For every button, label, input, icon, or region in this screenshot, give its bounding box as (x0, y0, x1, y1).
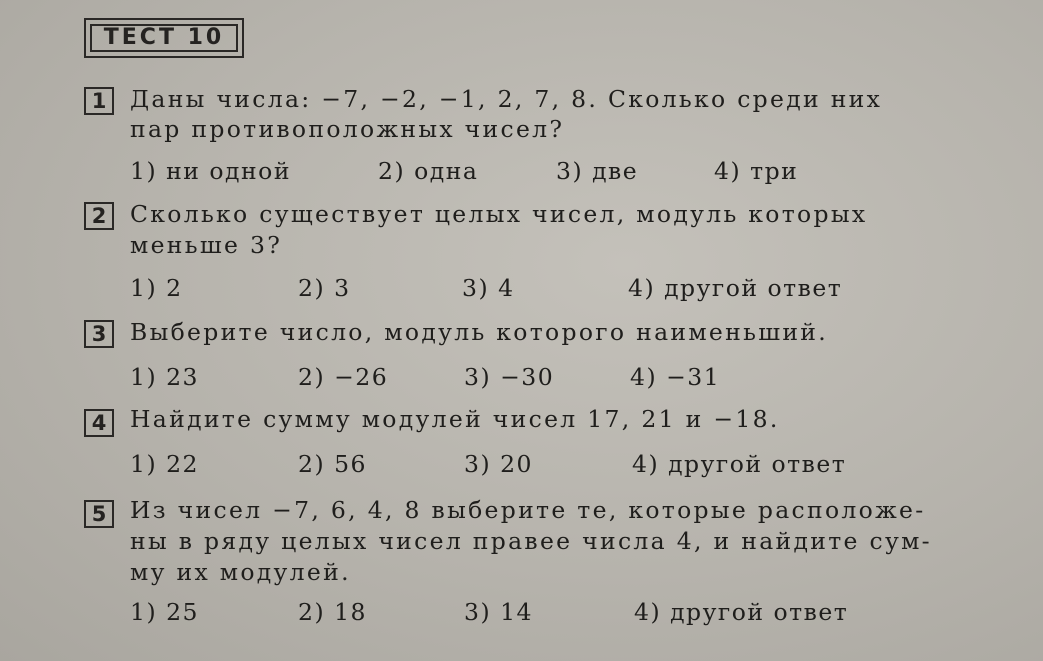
question-2-text-line-1: Сколько существует целых чисел, модуль которых (130, 200, 868, 228)
question-3-option-3: 3) −30 (464, 363, 555, 391)
question-3-text-line-1: Выберите число, модуль которого наименьший. (130, 318, 829, 346)
question-5-text-line-3: му их модулей. (130, 558, 351, 586)
question-1-option-4: 4) три (714, 157, 799, 185)
question-1-text-line-2: пар противоположных чисел? (130, 115, 565, 143)
question-5-option-2: 2) 18 (298, 598, 367, 626)
question-1-option-3: 3) две (556, 157, 639, 185)
question-3-option-2: 2) −26 (298, 363, 389, 391)
question-4-option-4: 4) другой ответ (632, 450, 847, 478)
question-1-option-2: 2) одна (378, 157, 479, 185)
question-2-text-line-2: меньше 3? (130, 231, 283, 259)
question-2-option-3: 3) 4 (462, 274, 515, 302)
question-5-option-3: 3) 14 (464, 598, 533, 626)
question-3-option-4: 4) −31 (630, 363, 721, 391)
question-4-number: 4 (84, 409, 114, 437)
question-5-option-1: 1) 25 (130, 598, 199, 626)
question-5-text-line-2: ны в ряду целых чисел правее числа 4, и найдите сум- (130, 527, 932, 555)
question-5-text-line-1: Из чисел −7, 6, 4, 8 выберите те, которые расположе- (130, 496, 926, 524)
question-5-option-4: 4) другой ответ (634, 598, 849, 626)
question-1-number: 1 (84, 87, 114, 115)
question-2-option-1: 1) 2 (130, 274, 183, 302)
test-title: ТЕСТ 10 (103, 25, 225, 50)
question-4-option-1: 1) 22 (130, 450, 199, 478)
question-3-option-1: 1) 23 (130, 363, 199, 391)
question-1-text-line-1: Даны числа: −7, −2, −1, 2, 7, 8. Сколько среди них (130, 85, 883, 113)
question-3-number: 3 (84, 320, 114, 348)
question-2-option-2: 2) 3 (298, 274, 351, 302)
question-2-option-4: 4) другой ответ (628, 274, 843, 302)
question-4-text-line-1: Найдите сумму модулей чисел 17, 21 и −18. (130, 405, 780, 433)
question-4-option-3: 3) 20 (464, 450, 533, 478)
test-title-box (84, 18, 244, 58)
question-1-option-1: 1) ни одной (130, 157, 291, 185)
question-4-option-2: 2) 56 (298, 450, 367, 478)
question-5-number: 5 (84, 500, 114, 528)
question-2-number: 2 (84, 202, 114, 230)
